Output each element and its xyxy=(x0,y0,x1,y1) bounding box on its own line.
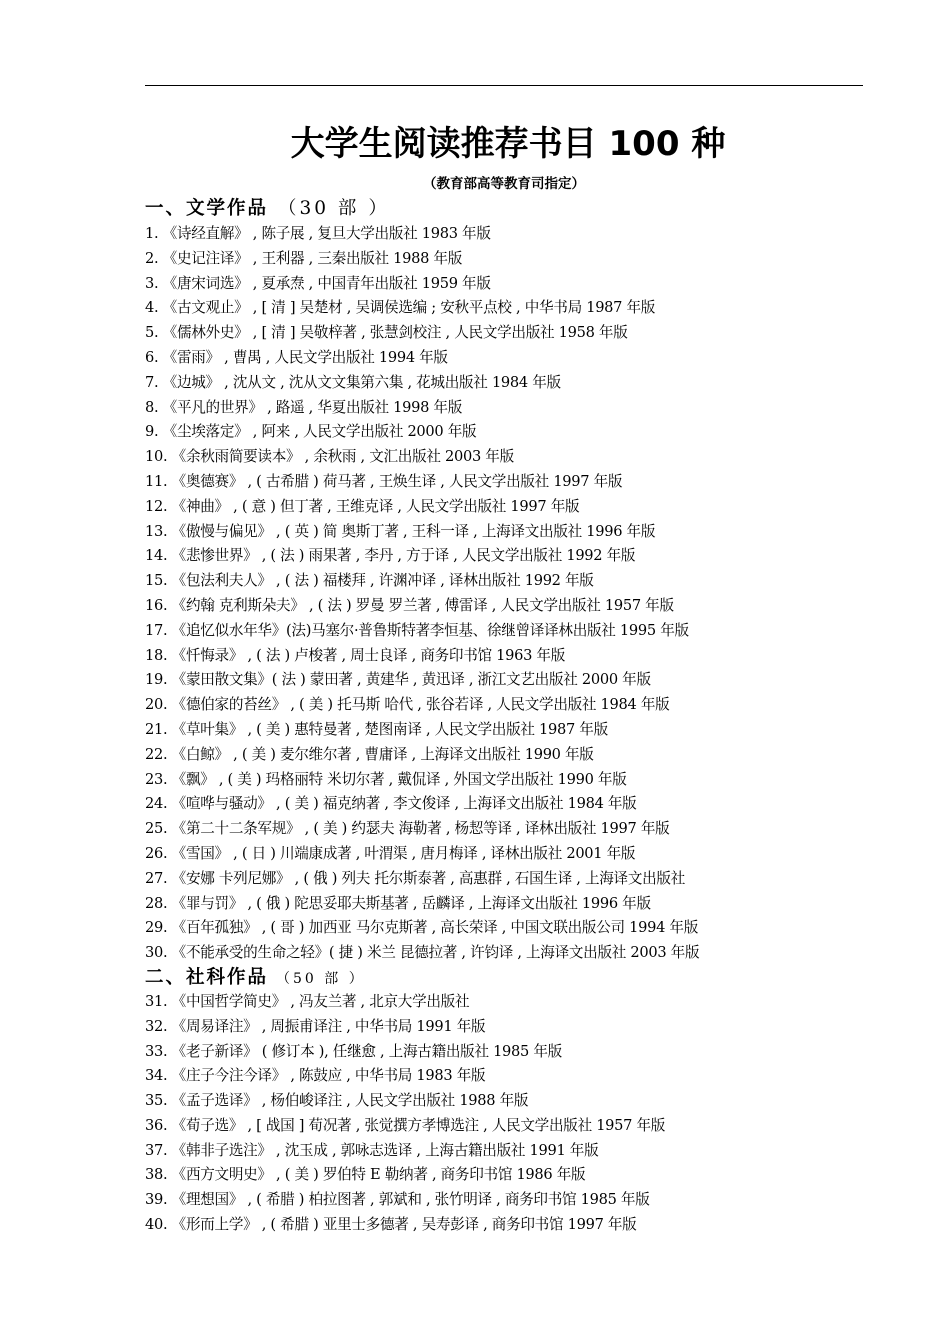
item-text: 《孟子选译》 , 杨伯峻译注 , 人民文学出版社 1988 年版 xyxy=(171,1092,529,1110)
list-item xyxy=(145,296,905,321)
item-number: 18. xyxy=(145,646,168,664)
list-item xyxy=(145,941,905,966)
item-number: 20. xyxy=(145,696,168,714)
item-text: 《唐宋词选》 , 夏承焘 , 中国青年出版社 1959 年版 xyxy=(162,274,491,292)
item-number: 31. xyxy=(145,992,168,1010)
list-item xyxy=(145,990,905,1015)
item-text: 《周易译注》 , 周振甫译注 , 中华书局 1991 年版 xyxy=(171,1017,486,1035)
item-text: 《追忆似水年华》(法)马塞尔·普鲁斯特著李恒基、徐继曾译译林出版社 1995 年版 xyxy=(171,621,689,639)
item-text: 《韩非子选注》 , 沈玉成 , 郭咏志选译 , 上海古籍出版社 1991 年版 xyxy=(171,1141,599,1159)
item-number: 19. xyxy=(145,671,168,689)
item-text: 《余秋雨简要读本》 , 余秋雨 , 文汇出版社 2003 年版 xyxy=(171,448,514,466)
item-number: 26. xyxy=(145,844,168,862)
item-text: 《荀子选》 , [ 战国 ] 荀况著 , 张觉撰方孝博选注 , 人民文学出版社 1957 年版 xyxy=(171,1116,666,1134)
list-item xyxy=(145,619,905,644)
list-item xyxy=(145,1139,905,1164)
reading-list xyxy=(145,196,905,1238)
item-number: 14. xyxy=(145,547,168,565)
item-number: 4. xyxy=(145,299,159,317)
list-item xyxy=(145,247,905,272)
item-text: 《形而上学》 , ( 希腊 ) 亚里士多德著 , 吴寿彭译 , 商务印书馆 1997 年版 xyxy=(171,1216,637,1234)
list-item xyxy=(145,693,905,718)
item-text: 《雪国》 , ( 日 ) 川端康成著 , 叶渭渠 , 唐月梅译 , 译林出版社 2001 年版 xyxy=(171,844,636,862)
list-item xyxy=(145,371,905,396)
list-item xyxy=(145,792,905,817)
item-text: 《古文观止》 , [ 清 ] 吴楚材 , 吴调侯选编 ; 安秋平点校 , 中华书局 1987 年版 xyxy=(162,299,656,317)
item-number: 38. xyxy=(145,1166,168,1184)
list-item xyxy=(145,420,905,445)
item-text: 《史记注译》 , 王利器 , 三秦出版社 1988 年版 xyxy=(162,249,463,267)
item-text: 《悲惨世界》 , ( 法 ) 雨果著 , 李丹 , 方于译 , 人民文学出版社 1992 年版 xyxy=(171,547,636,565)
item-text: 《傲慢与偏见》 , ( 英 ) 简 奥斯丁著 , 王科一译 , 上海译文出版社 1996 年版 xyxy=(171,522,656,540)
list-item xyxy=(145,520,905,545)
list-item xyxy=(145,445,905,470)
item-text: 《草叶集》 , ( 美 ) 惠特曼著 , 楚图南译 , 人民文学出版社 1987 年版 xyxy=(171,720,608,738)
list-item xyxy=(145,644,905,669)
list-item xyxy=(145,470,905,495)
item-number: 32. xyxy=(145,1017,168,1035)
section-count: （30 部 ） xyxy=(278,198,390,219)
item-number: 34. xyxy=(145,1067,168,1085)
item-number: 6. xyxy=(145,348,159,366)
item-number: 27. xyxy=(145,869,168,887)
list-item xyxy=(145,495,905,520)
list-item xyxy=(145,222,905,247)
list-item xyxy=(145,867,905,892)
item-number: 30. xyxy=(145,944,168,962)
list-item xyxy=(145,1163,905,1188)
item-number: 24. xyxy=(145,795,168,813)
item-number: 25. xyxy=(145,820,168,838)
list-item xyxy=(145,321,905,346)
item-text: 《老子新译》 ( 修订本 ), 任继愈 , 上海古籍出版社 1985 年版 xyxy=(171,1042,562,1060)
item-text: 《神曲》 , ( 意 ) 但丁著 , 王维克译 , 人民文学出版社 1997 年版 xyxy=(171,497,580,515)
item-text: 《第二十二条军规》 , ( 美 ) 约瑟夫 海勒著 , 杨恝等译 , 译林出版社 1997 年版 xyxy=(171,820,670,838)
item-number: 5. xyxy=(145,324,159,342)
item-number: 28. xyxy=(145,894,168,912)
item-number: 8. xyxy=(145,398,159,416)
list-item xyxy=(145,718,905,743)
list-item xyxy=(145,1064,905,1089)
item-number: 17. xyxy=(145,621,168,639)
item-number: 15. xyxy=(145,572,168,590)
item-number: 7. xyxy=(145,373,159,391)
item-text: 《不能承受的生命之轻》( 捷 ) 米兰 昆德拉著 , 许钧译 , 上海译文出版社 2003 年版 xyxy=(171,944,700,962)
list-item xyxy=(145,842,905,867)
section-count: （50 部 ） xyxy=(276,970,366,987)
list-item xyxy=(145,1188,905,1213)
item-text: 《尘埃落定》 , 阿来 , 人民文学出版社 2000 年版 xyxy=(162,423,477,441)
list-item xyxy=(145,396,905,421)
list-item xyxy=(145,817,905,842)
item-text: 《蒙田散文集》( 法 ) 蒙田著 , 黄建华 , 黄迅译 , 浙江文艺出版社 2000 年版 xyxy=(171,671,651,689)
list-item xyxy=(145,346,905,371)
section-heading xyxy=(145,966,905,990)
item-number: 22. xyxy=(145,745,168,763)
item-number: 37. xyxy=(145,1141,168,1159)
item-text: 《理想国》 , ( 希腊 ) 柏拉图著 , 郭斌和 , 张竹明译 , 商务印书馆 1985 年版 xyxy=(171,1191,650,1209)
item-number: 13. xyxy=(145,522,168,540)
list-item xyxy=(145,1114,905,1139)
item-text: 《罪与罚》 , ( 俄 ) 陀思妥耶夫斯基著 , 岳麟译 , 上海译文出版社 1996 年版 xyxy=(171,894,651,912)
item-number: 21. xyxy=(145,720,168,738)
item-number: 11. xyxy=(145,472,168,490)
page-title: 大学生阅读推荐书目 100 种 xyxy=(290,124,726,164)
section-title: 二、社科作品 xyxy=(145,966,269,988)
item-text: 《奥德赛》 , ( 古希腊 ) 荷马著 , 王焕生译 , 人民文学出版社 1997 年版 xyxy=(171,472,623,490)
list-item xyxy=(145,1015,905,1040)
item-text: 《德伯家的苔丝》 , ( 美 ) 托马斯 哈代 , 张谷若译 , 人民文学出版社 1984 年版 xyxy=(171,696,670,714)
list-item xyxy=(145,916,905,941)
item-number: 3. xyxy=(145,274,159,292)
item-text: 《忏悔录》 , ( 法 ) 卢梭著 , 周士良译 , 商务印书馆 1963 年版 xyxy=(171,646,566,664)
item-text: 《安娜 卡列尼娜》 , ( 俄 ) 列夫 托尔斯泰著 , 高惠群 , 石国生译 , 上海译文出版社 xyxy=(171,869,686,887)
item-number: 9. xyxy=(145,423,159,441)
list-item xyxy=(145,743,905,768)
list-item xyxy=(145,668,905,693)
item-text: 《飘》 , ( 美 ) 玛格丽特 米切尔著 , 戴侃译 , 外国文学出版社 1990 年版 xyxy=(171,770,627,788)
item-text: 《中国哲学简史》 , 冯友兰著 , 北京大学出版社 xyxy=(171,992,470,1010)
item-number: 36. xyxy=(145,1116,168,1134)
item-number: 33. xyxy=(145,1042,168,1060)
item-text: 《雷雨》 , 曹禺 , 人民文学出版社 1994 年版 xyxy=(162,348,448,366)
list-item xyxy=(145,544,905,569)
item-text: 《约翰 克利斯朵夫》 , ( 法 ) 罗曼 罗兰著 , 傅雷译 , 人民文学出版社 1957 年版 xyxy=(171,596,674,614)
item-text: 《诗经直解》 , 陈子展 , 复旦大学出版社 1983 年版 xyxy=(162,225,491,242)
list-item xyxy=(145,594,905,619)
list-item xyxy=(145,272,905,297)
item-text: 《西方文明史》 , ( 美 ) 罗伯特 E 勒纳著 , 商务印书馆 1986 年版 xyxy=(171,1166,586,1184)
item-text: 《百年孤独》 , ( 哥 ) 加西亚 马尔克斯著 , 高长荣译 , 中国文联出版公司 1994 年版 xyxy=(171,919,698,937)
item-number: 16. xyxy=(145,596,168,614)
item-number: 29. xyxy=(145,919,168,937)
list-item xyxy=(145,1213,905,1238)
item-text: 《喧哗与骚动》 , ( 美 ) 福克纳著 , 李文俊译 , 上海译文出版社 1984 年版 xyxy=(171,795,637,813)
list-item xyxy=(145,892,905,917)
item-text: 《儒林外史》 , [ 清 ] 吴敬梓著 , 张慧剑校注 , 人民文学出版社 1958 年版 xyxy=(162,324,628,342)
item-text: 《白鲸》 , ( 美 ) 麦尔维尔著 , 曹庸译 , 上海译文出版社 1990 年版 xyxy=(171,745,594,763)
item-text: 《平凡的世界》 , 路遥 , 华夏出版社 1998 年版 xyxy=(162,398,463,416)
item-number: 12. xyxy=(145,497,168,515)
page-subtitle: （教育部高等教育司指定） xyxy=(423,176,585,192)
item-text: 《边城》 , 沈从文 , 沈从文文集第六集 , 花城出版社 1984 年版 xyxy=(162,373,561,391)
item-number: 10. xyxy=(145,448,168,466)
section-title: 一、文学作品 xyxy=(145,198,269,219)
item-number: 23. xyxy=(145,770,168,788)
item-number: 35. xyxy=(145,1092,168,1110)
list-item xyxy=(145,1040,905,1065)
list-item xyxy=(145,569,905,594)
list-item xyxy=(145,768,905,793)
item-number: 40. xyxy=(145,1216,168,1234)
header-rule xyxy=(145,85,863,86)
item-number: 2. xyxy=(145,249,159,267)
item-number: 1. xyxy=(145,225,159,242)
item-text: 《包法利夫人》 , ( 法 ) 福楼拜 , 许渊冲译 , 译林出版社 1992 年版 xyxy=(171,572,594,590)
item-number: 39. xyxy=(145,1191,168,1209)
item-text: 《庄子今注今译》 , 陈鼓应 , 中华书局 1983 年版 xyxy=(171,1067,486,1085)
section-heading xyxy=(145,196,905,222)
list-item xyxy=(145,1089,905,1114)
